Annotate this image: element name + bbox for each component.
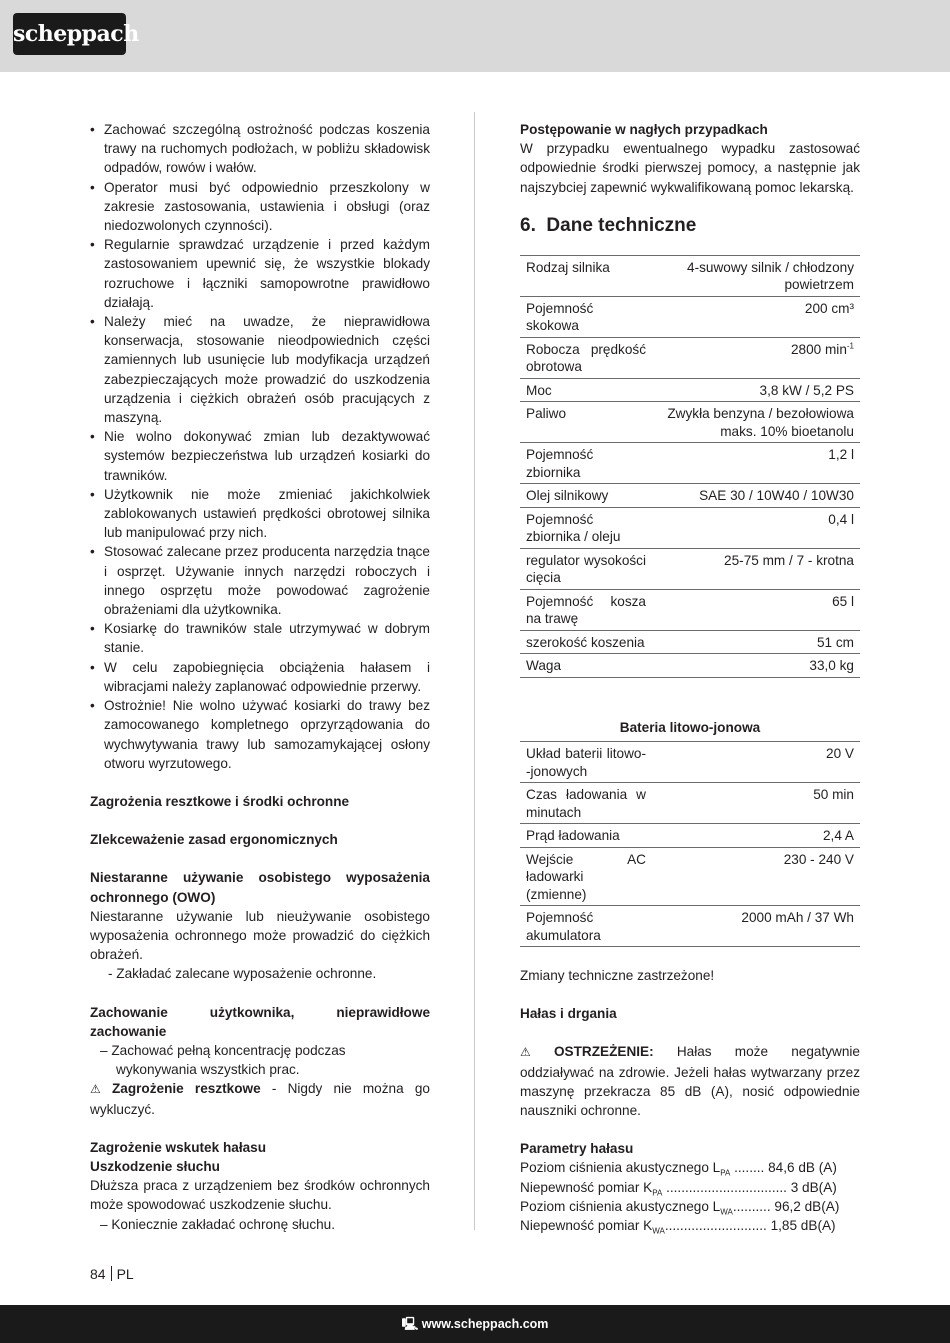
- noise-subscript: PA: [652, 1188, 663, 1198]
- warning-triangle-icon: ⚠: [90, 1082, 101, 1097]
- battery-key: Prąd ładowania: [520, 824, 652, 848]
- spec-value: 4-suwowy silnik / chłodzony powietrzem: [652, 255, 860, 296]
- table-row: [520, 484, 860, 508]
- spec-key: Waga: [520, 654, 652, 678]
- scheppach-logo: scheppach: [13, 13, 126, 55]
- spec-key: Moc: [520, 378, 652, 402]
- paragraph-hearing-action: – Koniecznie zakładać ochronę słuchu.: [100, 1216, 336, 1232]
- heading-noise-parameters: Parametry hałasu: [520, 1141, 634, 1157]
- list-item: • Zachować szczególną ostrożność podczas koszenia trawy na ruchomych podłożach, w pobliżu składowisk odpadów, rowów i wałów.: [90, 120, 430, 178]
- noise-value: .......... 96,2 dB(A): [732, 1198, 840, 1214]
- warning-triangle-icon: ⚠: [520, 1045, 531, 1060]
- battery-value: 230 - 240 V: [652, 847, 860, 906]
- heading-residual-risks: Zagrożenia resztkowe i środki ochronne: [90, 793, 350, 809]
- website-link[interactable]: www.scheppach.com: [421, 1317, 549, 1331]
- heading-ergonomics: Zlekceważenie zasad ergonomicznych: [90, 832, 338, 848]
- table-row: [520, 507, 860, 548]
- noise-value: ........................... 1,85 dB(A): [664, 1218, 836, 1234]
- spec-value: SAE 30 / 10W40 / 10W30: [652, 484, 860, 508]
- page-number-value: 84: [90, 1266, 106, 1282]
- heading-hearing-damage: Uszkodzenie słuchu: [90, 1158, 220, 1174]
- spec-value: 25-75 mm / 7 - krotna: [652, 548, 860, 589]
- noise-value: ................................ 3 dB(A): [662, 1179, 837, 1195]
- spec-value: 2800 min: [790, 341, 847, 357]
- left-column: [90, 120, 430, 1234]
- battery-value: 2000 mAh / 37 Wh: [652, 906, 860, 947]
- battery-key: Pojemność akumulatora: [520, 906, 652, 947]
- spec-key: szerokość koszenia: [520, 630, 652, 654]
- page-number: [90, 1266, 134, 1282]
- page-language: PL: [116, 1266, 134, 1282]
- section-name: Dane techniczne: [546, 214, 697, 236]
- spec-key: Pojemność kosza na trawę: [520, 589, 652, 630]
- noise-subscript: WA: [720, 1207, 733, 1217]
- paragraph-residual-risk: [90, 1079, 430, 1118]
- list-item: • W celu zapobiegnięcia obciążenia hałasem i wibracjami należy zaplanować odpowiednie przerwy.: [90, 658, 430, 696]
- list-item: • Operator musi być odpowiednio przeszkolony w zakresie zastosowania, ustawienia i obsługi (oraz niedozwolonych czynności).: [90, 178, 430, 236]
- table-row: [520, 548, 860, 589]
- list-item: • Nie wolno dokonywać zmian lub dezaktywować systemów bezpieczeństwa lub urządzeń kosiarki do trawników.: [90, 427, 430, 485]
- heading-noise-hazard: Zagrożenie wskutek hałasu: [90, 1139, 267, 1155]
- table-row: [520, 654, 860, 678]
- residual-risk-text: - Nigdy nie można go wykluczyć.: [90, 1081, 430, 1117]
- spec-key: Olej silnikowy: [520, 484, 652, 508]
- paragraph-noise-warning: [520, 1042, 860, 1120]
- safety-bullet-list: [90, 120, 430, 773]
- paragraph-technical-changes: Zmiany techniczne zastrzeżone!: [520, 968, 715, 984]
- section-number: 6.: [520, 214, 536, 236]
- paragraph-ppe: Niestaranne używanie lub nieużywanie osobistego wyposażenia ochronnego może prowadzić do ciężkich obrażeń.: [90, 908, 430, 963]
- noise-parameter-line: [520, 1158, 860, 1177]
- residual-risk-label: Zagrożenie resztkowe: [111, 1081, 261, 1097]
- table-row: [520, 402, 860, 443]
- section-title: [520, 214, 860, 238]
- spec-value-exponent: -1: [846, 341, 854, 351]
- battery-table: [520, 741, 860, 947]
- spec-value: 33,0 kg: [652, 654, 860, 678]
- table-row: [520, 296, 860, 337]
- table-row: [520, 443, 860, 484]
- table-row: [520, 589, 860, 630]
- list-item: • Stosować zalecane przez producenta narzędzia tnące i osprzęt. Używanie innych narzędzi roboczych i innego osprzętu może powodować zagrożenie obrażeniami dla użytkownika.: [90, 542, 430, 619]
- noise-parameter-line: [520, 1197, 860, 1216]
- technical-data-table: [520, 255, 860, 678]
- spec-value: 1,2 l: [652, 443, 860, 484]
- warning-label: OSTRZEŻENIE:: [553, 1044, 654, 1060]
- heading-emergency: Postępowanie w nagłych przypadkach: [520, 122, 768, 137]
- list-item: • Ostrożnie! Nie wolno używać kosiarki do trawy bez zamocowanego kompletnego oprzyrządowania do wychwytywania trawy lub samozamykającej osłony otworu wyrzutowego.: [90, 696, 430, 773]
- warning-text: Hałas może negatywnie oddziaływać na zdrowie. Jeżeli hałas wytwarzany przez maszynę przekracza 85 dB (A), nosić odpowiednie nauszniki ochronne.: [520, 1044, 860, 1119]
- noise-value: ........ 84,6 dB (A): [730, 1160, 837, 1176]
- battery-value: 2,4 A: [652, 824, 860, 848]
- page-header: [0, 0, 950, 72]
- table-row: [520, 783, 860, 824]
- noise-label: Niepewność pomiar K: [520, 1179, 653, 1195]
- list-item: • Kosiarkę do trawników stale utrzymywać w dobrym stanie.: [90, 619, 430, 657]
- table-row: [520, 255, 860, 296]
- spec-key: Robocza prędkość obrotowa: [520, 337, 652, 378]
- table-row: [520, 906, 860, 947]
- list-item: • Regularnie sprawdzać urządzenie i przed każdym zastosowaniem upewnić się, że wszystkie blokady rozruchowe i łączniki samopowrotne prawidłowo działają.: [90, 235, 430, 312]
- spec-key: Pojemność zbiornika / oleju: [520, 507, 652, 548]
- table-row: [520, 630, 860, 654]
- right-column: [520, 120, 860, 1235]
- battery-key: Wejście AC ładowarki (zmienne): [520, 847, 652, 906]
- spec-key: Pojemność zbiornika: [520, 443, 652, 484]
- noise-label: Poziom ciśnienia akustycznego L: [520, 1198, 721, 1214]
- spec-value: 3,8 kW / 5,2 PS: [652, 378, 860, 402]
- battery-value: 50 min: [652, 783, 860, 824]
- battery-key: Układ baterii litowo--jonowych: [520, 742, 652, 783]
- noise-parameter-line: [520, 1216, 860, 1235]
- spec-key: Pojemność skokowa: [520, 296, 652, 337]
- table-row: [520, 337, 860, 378]
- battery-table-title: Bateria litowo-jonowa: [619, 719, 761, 735]
- paragraph-emergency: W przypadku ewentualnego wypadku zastosować odpowiednie środki pierwszej pomocy, a następnie jak najszybciej zapewnić wykwalifikowaną pomoc lekarską.: [520, 141, 860, 195]
- paragraph-ppe-action: - Zakładać zalecane wyposażenie ochronne.: [108, 966, 377, 982]
- spec-value-cell: [652, 337, 860, 378]
- monitor-icon: 🖳: [401, 1317, 419, 1331]
- heading-noise-vibration: Hałas i drgania: [520, 1006, 617, 1022]
- table-row: [520, 742, 860, 783]
- noise-label: Poziom ciśnienia akustycznego L: [520, 1160, 721, 1176]
- spec-key: regulator wysokości cięcia: [520, 548, 652, 589]
- battery-value: 20 V: [652, 742, 860, 783]
- spec-key: Paliwo: [520, 402, 652, 443]
- spec-value: 65 l: [652, 589, 860, 630]
- column-divider: [474, 112, 475, 1230]
- list-item: • Należy mieć na uwadze, że nieprawidłowa konserwacja, stosowanie nieodpowiednich części zamiennych lub usunięcie lub modyfikacja urządzeń zabezpieczających może prowadzić do uszkodzenia urządzenia i ciężkich obrażeń osób pracujących z maszyną.: [90, 312, 430, 427]
- table-row: [520, 378, 860, 402]
- page-footer: [0, 1305, 950, 1343]
- table-row: [520, 824, 860, 848]
- battery-key: Czas ładowania w minutach: [520, 783, 652, 824]
- spec-value: 0,4 l: [652, 507, 860, 548]
- heading-ppe: Niestaranne używanie osobistego wyposażenia ochronnego (OWO): [90, 870, 430, 905]
- noise-subscript: WA: [652, 1226, 665, 1236]
- noise-subscript: PA: [720, 1169, 731, 1179]
- table-row: [520, 847, 860, 906]
- paragraph-hearing: Dłuższa praca z urządzeniem bez środków ochronnych może spowodować uszkodzenie słuchu.: [90, 1178, 430, 1213]
- list-item: • Użytkownik nie może zmieniać jakichkolwiek zablokowanych ustawień prędkości obrotowej silnika lub manipulować przy nich.: [90, 485, 430, 543]
- spec-value: 200 cm³: [652, 296, 860, 337]
- noise-parameter-line: [520, 1178, 860, 1197]
- heading-user-behaviour: Zachowanie użytkownika, nieprawidłowe zachowanie: [90, 1004, 430, 1039]
- noise-label: Niepewność pomiar K: [520, 1218, 653, 1234]
- spec-value: Zwykła benzyna / bezołowiowa maks. 10% bioetanolu: [652, 402, 860, 443]
- page-number-separator: [111, 1266, 112, 1281]
- paragraph-user-action: – Zachować pełną koncentrację podczas wykonywania wszystkich prac.: [100, 1042, 346, 1078]
- spec-key: Rodzaj silnika: [520, 255, 652, 296]
- spec-value: 51 cm: [652, 630, 860, 654]
